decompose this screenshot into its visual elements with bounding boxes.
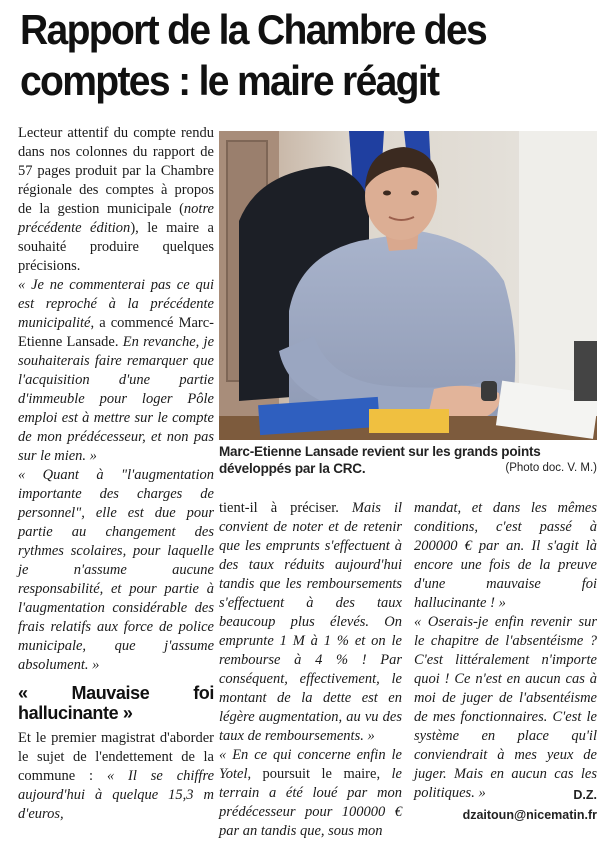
col3-paragraph-2 — [414, 613, 597, 803]
headline: Rapport de la Chambre des comptes : le maire réagit — [20, 6, 487, 104]
intro-text-a: Lecteur attentif du compte rendu dans nos colonnes du rapport de 57 pages produit par la Chambre régionale des comptes à propos de la gestion municipale ( — [18, 125, 214, 217]
article-column-2 — [219, 499, 402, 841]
col2-p2-italic-a: « En ce qui concerne enfin le Yotel — [219, 747, 402, 782]
quote-paragraph-2 — [18, 466, 214, 675]
quote-1-italic-a: « Je ne commenterai pas ce qui est reproché à la précédente municipalité — [18, 277, 214, 331]
intro-text-italic: notre précédente édition — [18, 201, 214, 236]
quote-1-plain: , a commencé Marc-Etienne Lansade. — [18, 315, 214, 350]
col2-paragraph-2 — [219, 746, 402, 841]
col3-p1-italic: mandat, et dans les mêmes conditions, c'est passé à 200000 € par an. Il s'agit là encore une fois de la preuve d'une mauvaise foi hallucinante ! » — [414, 500, 597, 611]
photo-illustration — [219, 131, 597, 440]
photo-caption: Marc-Etienne Lansade revient sur les grands points développés par la CRC. — [219, 444, 541, 476]
col2-paragraph-1 — [219, 499, 402, 746]
quote-2-italic: « Quant à "l'augmentation importante des charges de personnel", elle est due pour partie au changement des rythmes scolaires, pour laquelle je n'assume aucune responsabilité, et pour partie à l'augmentation considérable des frais relatifs aux force de police municipale, que j'assume absolument. » — [18, 467, 214, 673]
photo-credit: (Photo doc. V. M.) — [505, 462, 597, 474]
col2-p2-italic-b: le terrain a été loué par mon prédécesseur pour 100000 € par an tandis que, sous mon — [219, 766, 402, 839]
col3-p2-italic: « Oserais-je enfin revenir sur le chapitre de l'absentéisme ? C'est littéralement n'importe quoi ! Ce n'est en aucun cas à moi de juger de l'absentéisme de mes fonctionnaires. C'est le système en place qu'il conviendrait à mes yeux de juger. Mais en aucun cas les politiques. » — [414, 614, 597, 801]
col3-paragraph-1 — [414, 499, 597, 613]
author-signature — [463, 785, 597, 825]
portrait-photo — [219, 131, 597, 440]
author-email[interactable]: dzaitoun@nicematin.fr — [462, 808, 597, 822]
intro-text-b: ), le maire a souhaité produire quelques précisions. — [18, 220, 214, 274]
paragraph-3-text: Et le premier magistrat d'aborder le sujet de l'endettement de la commune : — [18, 730, 214, 784]
quote-3-italic: « Il se chiffre aujourd'hui à quelque 15,3 m d'euros, — [18, 768, 215, 822]
article-column-1 — [18, 124, 214, 824]
intro-paragraph — [18, 124, 214, 276]
col2-p1-italic: Mais il convient de noter et de retenir que les emprunts s'effectuent à des taux réduits aujourd'hui tandis que les remboursements s'effectuent à des taux beaucoup plus élevés. On emprunte 1 M à 1 % et on le rembourse à 4 % ! Par conséquent, effectivement, le montant de la dette est en légère augmentation, au vu des taux de remboursements. » — [219, 500, 402, 744]
quote-1-italic-b: En revanche, je souhaiterais faire remarquer que l'acquisition d'une partie d'immeuble pour loger Pôle emploi est à mettre sur le compte de mon prédécesseur, et non pas sur le mien. » — [18, 334, 215, 464]
quote-paragraph-1 — [18, 276, 214, 466]
col2-p1-plain: tient-il à préciser. — [219, 500, 352, 516]
article-column-3 — [414, 499, 597, 803]
subheading: « Mauvaise foi hallucinante » — [18, 683, 214, 723]
col2-p2-plain: , poursuit le maire, — [247, 766, 392, 782]
author-initials: D.Z. — [573, 788, 597, 802]
paragraph-3 — [18, 729, 214, 824]
